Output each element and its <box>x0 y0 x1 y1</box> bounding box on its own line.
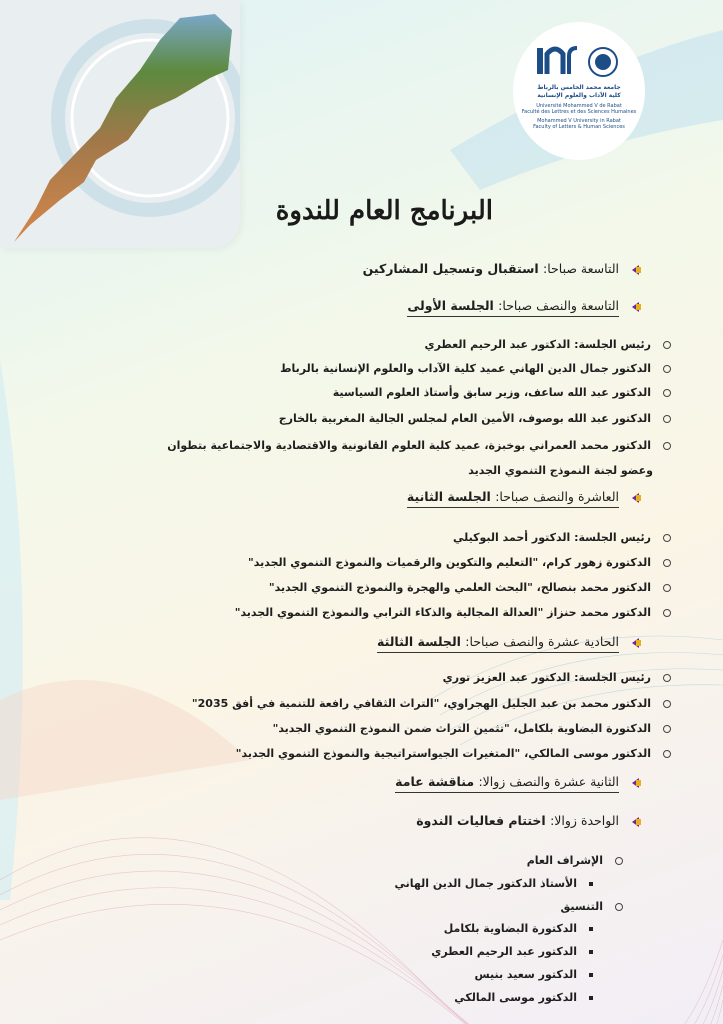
session-title: الجلسة الثانية <box>406 489 491 504</box>
session-heading <box>407 489 641 511</box>
program-item: الدكتور موسى المالكي، "المتغيرات الجيواستراتيجية والنموذج التنموي الجديد" <box>236 747 671 769</box>
circle-bullet-icon <box>663 750 671 758</box>
morocco-map-image <box>0 0 240 248</box>
session-title: الجلسة الثالثة <box>377 634 461 649</box>
coordination-heading: التنسيق <box>561 900 623 922</box>
supervision-heading: الإشراف العام <box>527 854 623 876</box>
logo-fr-line2: Faculté des Lettres et des Sciences Humaines <box>521 109 637 115</box>
bullet-icon <box>627 637 641 649</box>
circle-bullet-icon <box>663 584 671 592</box>
page-title: البرنامج العام للندوة <box>275 196 493 226</box>
program-item: رئيس الجلسة: الدكتور عبد العزيز توري <box>443 671 671 693</box>
program-item: الدكتور عبد الله ساعف، وزير سابق وأستاذ العلوم السياسية <box>333 386 671 408</box>
circle-bullet-icon <box>663 442 671 450</box>
circle-bullet-icon <box>663 415 671 423</box>
program-item: الدكتورة البضاوية بلكامل، "تثمين التراث ضمن النموذج التنموي الجديد" <box>273 722 671 744</box>
session-time: التاسعة صباحا: <box>543 261 619 276</box>
logo-arabic-line1: جامعة محمد الخامس بالرباط <box>537 84 621 91</box>
circle-bullet-icon <box>663 700 671 708</box>
session-title: مناقشة عامة <box>395 774 475 789</box>
university-logo <box>513 22 645 160</box>
session-heading <box>416 813 641 835</box>
logo-arabic-line2: كلية الآداب والعلوم الإنسانية <box>537 92 621 99</box>
program-item-continuation: وعضو لجنة النموذج التنموي الجديد <box>468 464 653 477</box>
session-title: اختتام فعاليات الندوة <box>416 813 546 828</box>
session-title: الجلسة الأولى <box>407 298 494 313</box>
circle-bullet-icon <box>663 365 671 373</box>
circle-bullet-icon <box>663 559 671 567</box>
session-time: العاشرة والنصف صباحا: <box>495 489 619 504</box>
session-title: استقبال وتسجيل المشاركين <box>362 261 539 276</box>
logo-en-line2: Faculty of Letters & Human Sciences <box>533 124 625 130</box>
circle-bullet-icon <box>663 609 671 617</box>
session-time: الحادية عشرة والنصف صباحا: <box>465 634 619 649</box>
circle-bullet-icon <box>663 534 671 542</box>
circle-bullet-icon <box>663 674 671 682</box>
circle-bullet-icon <box>663 725 671 733</box>
map-card <box>0 0 240 248</box>
logo-en-line1: Mohammed V University in Rabat <box>537 118 621 124</box>
circle-bullet-icon <box>663 341 671 349</box>
session-heading <box>395 774 641 796</box>
program-item: الدكتور عبد الله بوصوف، الأمين العام لمجلس الجالية المغربية بالخارج <box>279 412 671 434</box>
coordination-member: الدكتور موسى المالكي <box>454 991 593 1013</box>
session-time: التاسعة والنصف صباحا: <box>498 298 619 313</box>
program-item: الدكتور جمال الدين الهاني عميد كلية الآداب والعلوم الإنسانية بالرباط <box>280 362 671 384</box>
session-time: الواحدة زوالا: <box>550 813 619 828</box>
program-item: الدكتورة زهور كرام، "التعليم والتكوين والرقميات والنموذج التنموي الجديد" <box>248 556 671 578</box>
session-time: الثانية عشرة والنصف زوالا: <box>478 774 619 789</box>
bullet-icon <box>627 301 641 313</box>
bullet-icon <box>627 777 641 789</box>
supervision-member: الأستاذ الدكتور جمال الدين الهاني <box>394 877 593 899</box>
session-heading <box>407 298 641 320</box>
program-item: رئيس الجلسة: الدكتور أحمد البوكيلي <box>453 531 671 553</box>
program-item: رئيس الجلسة: الدكتور عبد الرحيم العطري <box>425 338 672 360</box>
logo-fr-line1: Université Mohammed V de Rabat <box>536 103 622 109</box>
coordination-member: الدكتور سعيد بنيس <box>474 968 593 990</box>
circle-bullet-icon <box>663 389 671 397</box>
logo-emblem-icon <box>533 44 625 80</box>
program-item: الدكتور محمد بنصالح، "البحث العلمي والهجرة والنموذج التنموي الجديد" <box>269 581 671 603</box>
coordination-member: الدكتورة البضاوية بلكامل <box>444 922 593 944</box>
coordination-member: الدكتور عبد الرحيم العطري <box>431 945 593 967</box>
session-heading <box>377 634 641 656</box>
session-heading <box>363 261 641 283</box>
bullet-icon <box>627 492 641 504</box>
program-item: الدكتور محمد العمراني بوخبزة، عميد كلية العلوم القانونية والاقتصادية والاجتماعية بتطوان <box>167 439 671 461</box>
bullet-icon <box>627 816 641 828</box>
program-item: الدكتور محمد حنزاز "العدالة المجالية والذكاء الترابي والنموذج التنموي الجديد" <box>235 606 671 628</box>
program-item: الدكتور محمد بن عبد الجليل الهجراوي، "التراث الثقافي رافعة للتنمية في أفق 2035" <box>192 697 671 719</box>
bullet-icon <box>627 264 641 276</box>
